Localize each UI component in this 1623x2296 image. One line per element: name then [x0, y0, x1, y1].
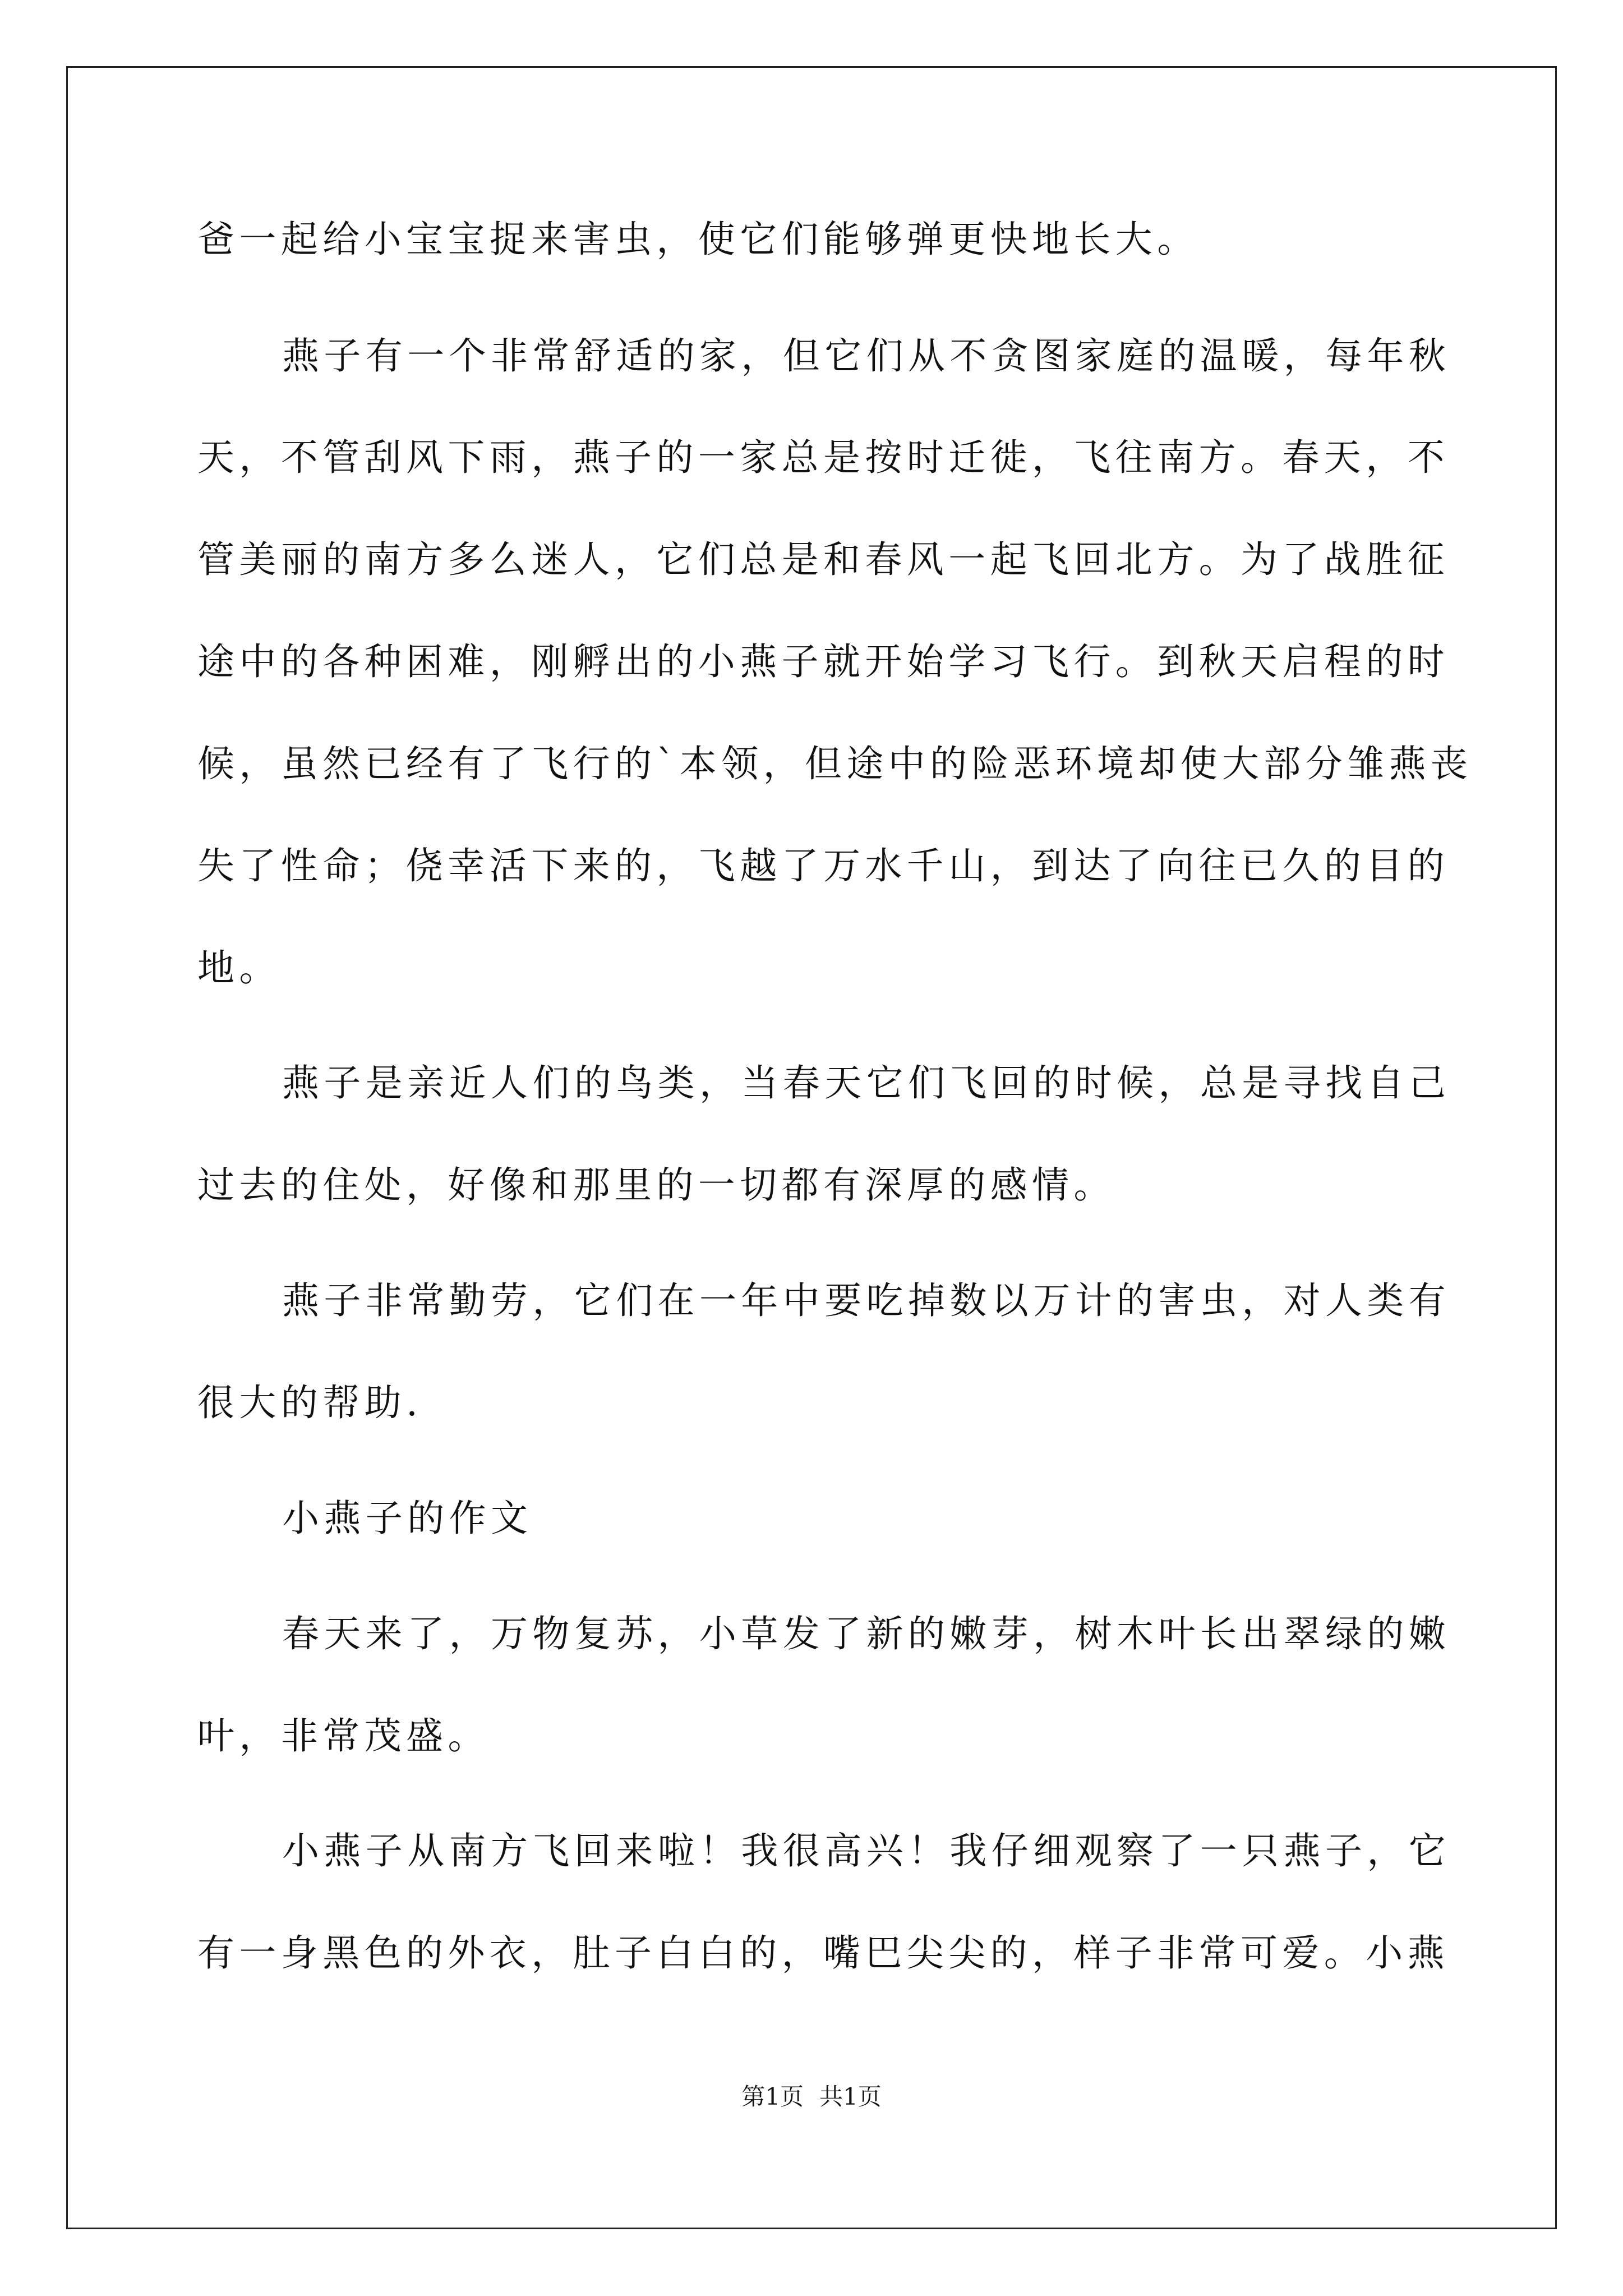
paragraph-start: 小燕子从南方飞回来啦！我很高兴！我仔细观察了一只燕子，它 [282, 1829, 1451, 1872]
page-number: 第1页 [741, 2083, 804, 2110]
text-line: 候，虽然已经有了飞行的`本领，但途中的险恶环境却使大部分雏燕丧 [197, 742, 1473, 785]
text-line: 爸一起给小宝宝捉来害虫，使它们能够弹更快地长大。 [197, 218, 1199, 261]
text-line: 管美丽的南方多么迷人，它们总是和春风一起飞回北方。为了战胜征 [197, 538, 1449, 581]
paragraph-start: 燕子非常勤劳，它们在一年中要吃掉数以万计的害虫，对人类有 [282, 1279, 1451, 1322]
text-line: 过去的住处，好像和那里的一切都有深厚的感情。 [197, 1163, 1115, 1207]
paragraph-start: 燕子有一个非常舒适的家，但它们从不贪图家庭的温暖，每年秋 [282, 334, 1451, 378]
text-line: 很大的帮助. [197, 1381, 423, 1424]
text-line: 地。 [197, 946, 281, 990]
text-line: 有一身黑色的外衣，肚子白白的，嘴巴尖尖的，样子非常可爱。小燕 [197, 1931, 1449, 1975]
text-line: 叶，非常茂盛。 [197, 1714, 490, 1757]
page-border [66, 66, 1557, 2229]
paragraph-start: 燕子是亲近人们的鸟类，当春天它们飞回的时候，总是寻找自己 [282, 1061, 1451, 1105]
text-line: 天，不管刮风下雨，燕子的一家总是按时迁徙，飞往南方。春天，不 [197, 436, 1449, 479]
paragraph-start: 春天来了，万物复苏，小草发了新的嫩芽，树木叶长出翠绿的嫩 [282, 1612, 1451, 1655]
text-line: 失了性命；侥幸活下来的，飞越了万水千山，到达了向往已久的目的 [197, 844, 1449, 887]
page-total: 共1页 [819, 2083, 882, 2110]
section-heading: 小燕子的作文 [282, 1497, 533, 1540]
text-line: 途中的各种困难，刚孵出的小燕子就开始学习飞行。到秋天启程的时 [197, 640, 1449, 683]
page-footer [0, 2082, 1623, 2111]
